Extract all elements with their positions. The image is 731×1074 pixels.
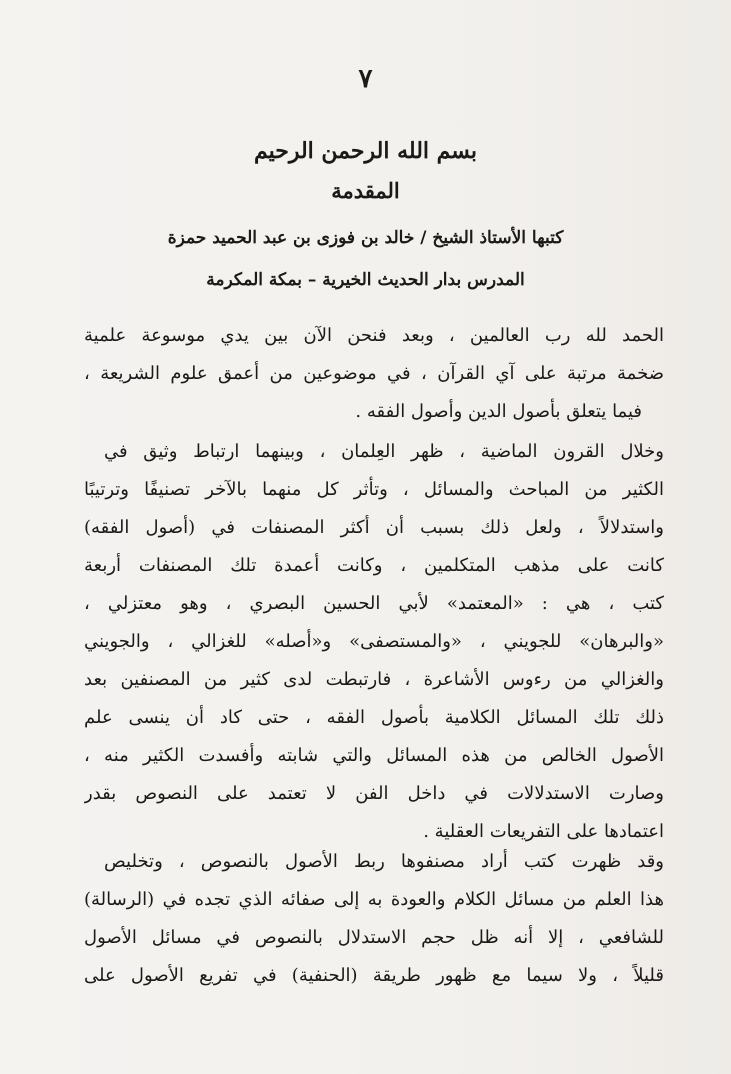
author-line: كتبها الأستاذ الشيخ / خالد بن فوزى بن عبد الحميد حمزة [167, 228, 564, 248]
text-line: للشافعي ، إلا أنه ظل حجم الاستدلال بالنصوص في مسائل الأصول [84, 927, 664, 948]
section-title: المقدمة [331, 178, 400, 203]
text-line: فيما يتعلق بأصول الدين وأصول الفقه . [355, 401, 642, 422]
text-line: هذا العلم من مسائل الكلام والعودة به إلى صفائه الذي تجده في (الرسالة) [84, 889, 664, 910]
teacher-line: المدرس بدار الحديث الخيرية – بمكة المكرمة [206, 270, 525, 290]
text-line: كانت على مذهب المتكلمين ، وكانت أعمدة تلك المصنفات أربعة [84, 555, 664, 576]
paragraph-1 [84, 316, 664, 436]
text-line: وخلال القرون الماضية ، ظهر العِلمان ، وبينهما ارتباط وثيق في [104, 441, 664, 462]
text-line: كتب ، هي : «المعتمد» لأبي الحسين البصري ، وهو معتزلي ، [84, 593, 664, 614]
page-number: ٧ [358, 64, 373, 94]
text-line: قليلاً ، ولا سيما مع ظهور طريقة (الحنفية) في تفريع الأصول على [84, 965, 664, 986]
paragraph-3 [84, 842, 664, 1002]
text-line: وقد ظهرت كتب أراد مصنفوها ربط الأصول بالنصوص ، وتخليص [104, 851, 664, 872]
text-line: ذلك تلك المسائل الكلامية بأصول الفقه ، حتى كاد أن ينسى علم [84, 707, 664, 728]
text-line: وصارت الاستدلالات في داخل الفن لا تعتمد على النصوص بقدر [84, 783, 664, 804]
text-line: ضخمة مرتبة على آي القرآن ، في موضوعين من أعمق علوم الشريعة ، [84, 363, 664, 384]
text-line: واستدلالاً ، ولعل ذلك بسبب أن أكثر المصنفات في (أصول الفقه) [84, 517, 664, 538]
basmala-heading: بسم الله الرحمن الرحيم [253, 138, 478, 164]
text-line: والغزالي من رءوس الأشاعرة ، فارتبطت لدى كثير من المصنفين بعد [84, 669, 664, 690]
text-line: الحمد لله رب العالمين ، وبعد فنحن الآن بين يدي موسوعة علمية [84, 325, 664, 346]
paragraph-2 [84, 432, 664, 852]
text-line: «والبرهان» للجويني ، «والمستصفى» و«أصله» للغزالي ، والجويني [84, 631, 664, 652]
text-line: الكثير من المباحث والمسائل ، وتأثر كل منهما بالآخر تصنيفًا وترتيبًا [84, 479, 664, 500]
text-line: الأصول الخالص من هذه المسائل والتي شابته وأفسدت الكثير منه ، [84, 745, 664, 766]
text-line: اعتمادها على التفريعات العقلية . [423, 821, 664, 842]
